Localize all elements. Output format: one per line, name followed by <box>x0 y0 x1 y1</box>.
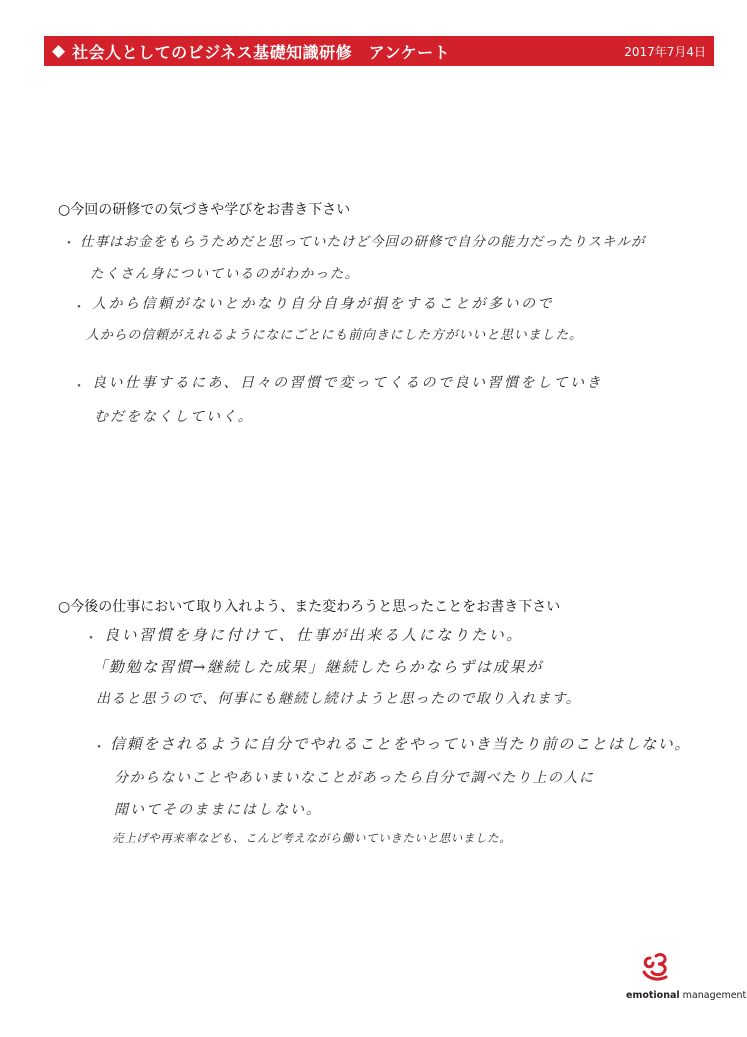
handwritten-answer-line: 人から信頼がないとかなり自分自身が損をすることが多いので <box>92 296 554 312</box>
bullet-marker: ・ <box>72 379 86 395</box>
company-logo <box>626 950 747 1010</box>
handwritten-answer-line: たくさん身についているのがわかった。 <box>90 266 360 282</box>
logo-wordmark: emotional management <box>626 990 747 1001</box>
bullet-marker: ・ <box>84 631 98 647</box>
survey-title: 社会人としてのビジネス基礎知識研修 アンケート <box>72 42 451 62</box>
handwritten-answer-line: 良い仕事するにあ、日々の習慣で変ってくるので良い習慣をしていき <box>92 375 603 391</box>
handwritten-answer-line: 良い習慣を身に付けて、仕事が出来る人になりたい。 <box>104 626 524 644</box>
emotional-management-logo-icon <box>636 950 676 986</box>
handwritten-answer-line: 分からないことやあいまいなことがあったら自分で調べたり上の人に <box>114 770 595 786</box>
handwritten-answer-line: 人からの信頼がえれるようになにごとにも前向きにした方がいいと思いました。 <box>86 328 583 343</box>
handwritten-answer-line: 聞いてそのままにはしない。 <box>114 802 322 818</box>
handwritten-answer-line: 売上げや再来率なども、こんど考えながら働いていきたいと思いました。 <box>112 831 512 845</box>
bullet-marker: ・ <box>92 740 106 756</box>
handwritten-answer-line: むだをなくしていく。 <box>94 409 254 425</box>
handwritten-answer-line: 「勤勉な習慣→継続した成果」継続したらかならずは成果が <box>92 658 544 676</box>
handwritten-answer-line: 仕事はお金をもらうためだと思っていたけど今回の研修で自分の能力だったりスキルが <box>80 234 646 250</box>
bullet-marker: ・ <box>72 300 86 316</box>
diamond-icon: ◆ <box>52 40 66 61</box>
handwritten-answer-line: 信頼をされるように自分でやれることをやっていき当たり前のことはしない。 <box>110 735 692 753</box>
handwritten-answer-line: 出ると思うので、何事にも継続し続けようと思ったので取り入れます。 <box>96 691 581 707</box>
survey-header-bar <box>44 36 714 66</box>
survey-date: 2017年7月4日 <box>624 44 706 59</box>
section1-heading: ○今回の研修での気づきや学びをお書き下さい <box>58 202 351 218</box>
section2-heading: ○今後の仕事において取り入れよう、また変わろうと思ったことをお書き下さい <box>58 599 561 615</box>
bullet-marker: ・ <box>62 236 76 252</box>
